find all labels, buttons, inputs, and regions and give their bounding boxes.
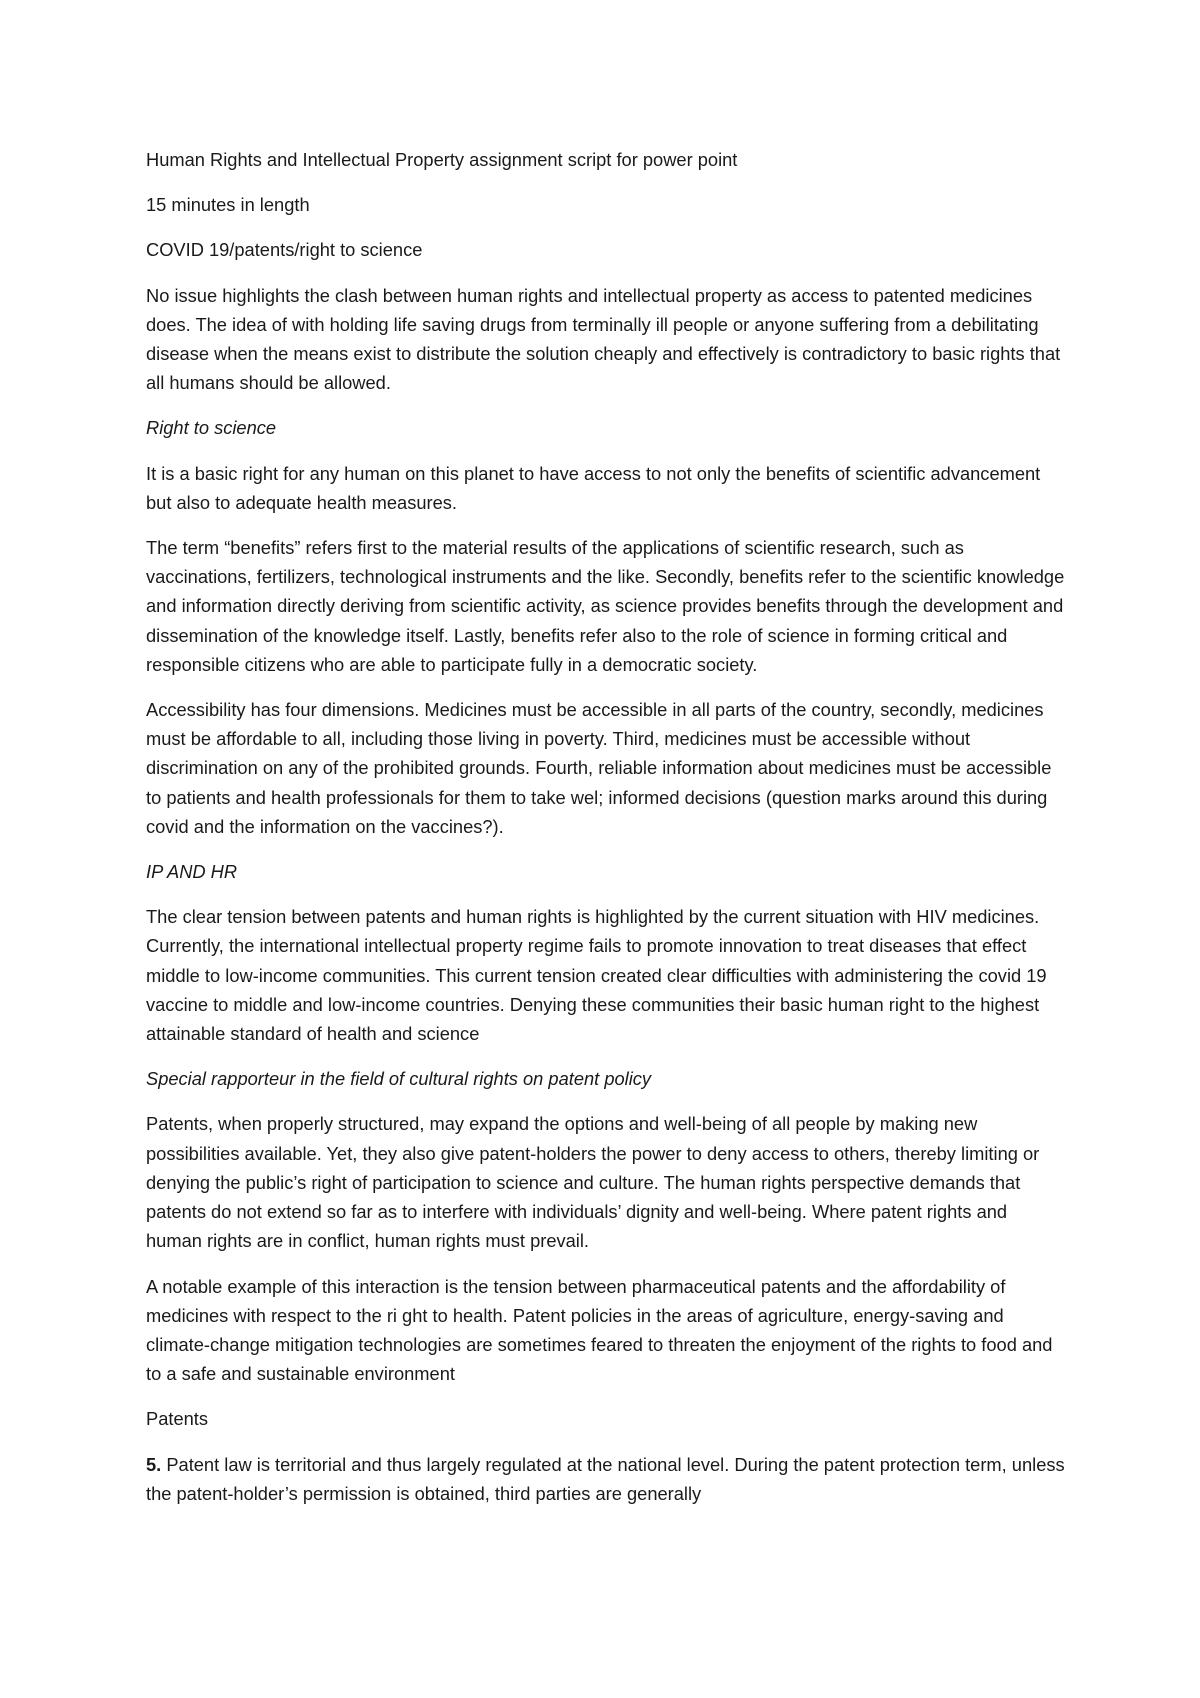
document-length: 15 minutes in length (146, 194, 310, 216)
document-title: Human Rights and Intellectual Property assignment script for power point (146, 149, 738, 170)
rapporteur-paragraph-1: Patents, when properly structured, may expand the options and well-being of all people by making new possibilities available. Yet, they also give patent-holders the power to deny access to others, thereby limiting or denying the public’s right of participation to science and culture. The human rights perspective demands that patents do not extend so far as to interfere with individuals’ dignity and well-being. Where patent rights and human rights are in conflict, human rights must prevail. (146, 1113, 1040, 1252)
patents-paragraph-5-text: Patent law is territorial and thus largely regulated at the national level. During the patent protection term, unless the patent-holder’s permission is obtained, third parties are generally (146, 1453, 1065, 1504)
document-body (146, 145, 1066, 1524)
section-heading-right-to-science: Right to science (146, 417, 277, 439)
right-to-science-paragraph-1: It is a basic right for any human on this planet to have access to not only the benefits of scientific advancement but also to adequate health measures. (146, 462, 1041, 513)
ip-hr-paragraph-1: The clear tension between patents and human rights is highlighted by the current situation with HIV medicines. Currently, the international intellectual property regime fails to promote innovation to treat diseases that effect middle to low-income communities. This current tension created clear difficulties with administering the covid 19 vaccine to middle and low-income countries. Denying these communities their basic human right to the highest attainable standard of health and science (146, 906, 1047, 1045)
intro-paragraph: No issue highlights the clash between human rights and intellectual property as access to patented medicines does. The idea of with holding life saving drugs from terminally ill people or anyone suffering from a debilitating disease when the means exist to distribute the solution cheaply and effectively is contradictory to basic rights that all humans should be allowed. (146, 284, 1061, 394)
section-heading-ip-and-hr: IP AND HR (146, 861, 238, 883)
document-topic: COVID 19/patents/right to science (146, 239, 423, 261)
rapporteur-paragraph-2: A notable example of this interaction is the tension between pharmaceutical patents and the affordability of medicines with respect to the ri ght to health. Patent policies in the areas of agriculture, energy-saving and climate-change mitigation technologies are sometimes feared to threaten the enjoyment of the rights to food and to a safe and sustainable environment (146, 1275, 1053, 1385)
section-heading-patents: Patents (146, 1408, 208, 1430)
patents-paragraph-5 (146, 1450, 1066, 1508)
paragraph-number: 5. (146, 1453, 162, 1475)
right-to-science-paragraph-3: Accessibility has four dimensions. Medicines must be accessible in all parts of the country, secondly, medicines must be affordable to all, including those living in poverty. Third, medicines must be accessible without discrimination on any of the prohibited grounds. Fourth, reliable information about medicines must be accessible to patients and health professionals for them to take wel; informed decisions (question marks around this during covid and the information on the vaccines?). (146, 699, 1052, 837)
right-to-science-paragraph-2: The term “benefits” refers first to the material results of the applications of scientific research, such as vaccinations, fertilizers, technological instruments and the like. Secondly, benefits refer to the scientific knowledge and information directly deriving from scientific activity, as science provides benefits through the development and dissemination of the knowledge itself. Lastly, benefits refer also to the role of science in forming critical and responsible citizens who are able to participate fully in a democratic society. (146, 537, 1065, 675)
section-heading-special-rapporteur: Special rapporteur in the field of cultural rights on patent policy (146, 1068, 652, 1090)
